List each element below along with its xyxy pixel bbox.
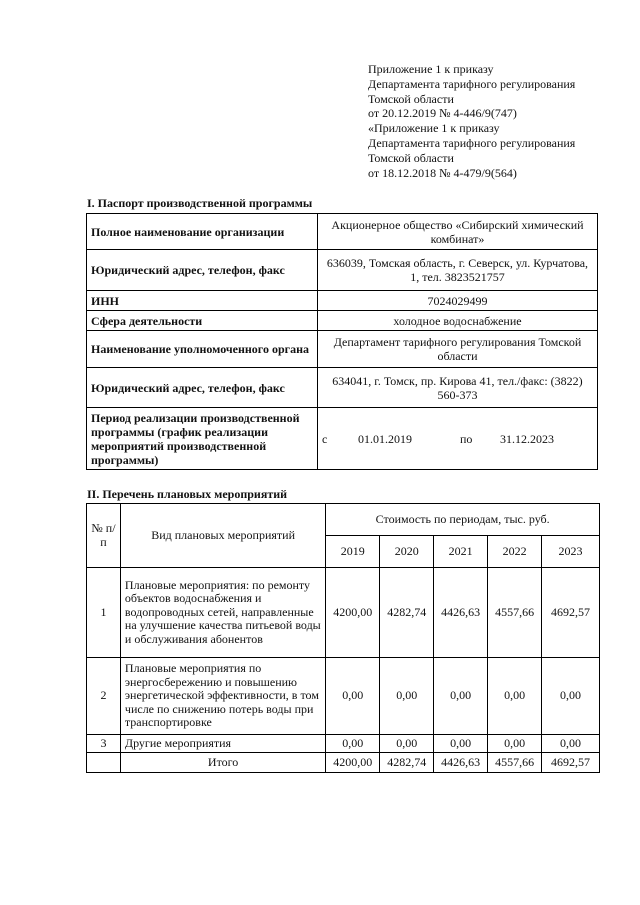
col-name-header: Вид плановых мероприятий (120, 504, 325, 568)
col-num-header: № п/п (87, 504, 121, 568)
total-row (87, 753, 600, 773)
period-to-label: по (460, 431, 473, 446)
passport-value: 636039, Томская область, г. Северск, ул. Курчатова, 1, тел. 3823521757 (318, 250, 598, 291)
row-value: 0,00 (542, 735, 600, 753)
passport-key: Юридический адрес, телефон, факс (87, 250, 318, 291)
passport-row (87, 214, 598, 250)
header-line: от 20.12.2019 № 4-446/9(747) (368, 106, 517, 121)
row-value: 0,00 (488, 658, 542, 735)
passport-value: холодное водоснабжение (318, 311, 598, 331)
row-value: 0,00 (380, 658, 434, 735)
table-row (87, 735, 600, 753)
passport-key: Период реализации производственной программы (график реализации мероприятий производственной программы) (87, 408, 318, 470)
passport-row-period (87, 408, 598, 470)
table-row (87, 568, 600, 658)
passport-value: 7024029499 (318, 291, 598, 311)
header-line: Томской области (368, 150, 454, 165)
header-line: Томской области (368, 91, 454, 106)
year-header: 2020 (380, 536, 434, 568)
row-value: 4557,66 (488, 568, 542, 658)
total-value: 4557,66 (488, 753, 542, 773)
row-value: 0,00 (326, 658, 380, 735)
period-to: 31.12.2023 (500, 431, 554, 446)
document-header (368, 62, 575, 180)
year-header: 2019 (326, 536, 380, 568)
row-value: 0,00 (434, 735, 488, 753)
period-value (318, 408, 598, 470)
measures-table (86, 503, 600, 773)
passport-value: 634041, г. Томск, пр. Кирова 41, тел./факс: (3822) 560-373 (318, 368, 598, 408)
passport-key: Сфера деятельности (87, 311, 318, 331)
passport-key: ИНН (87, 291, 318, 311)
passport-row (87, 331, 598, 368)
row-num: 3 (87, 735, 121, 753)
section1-title: I. Паспорт производственной программы (87, 196, 313, 210)
row-value: 0,00 (380, 735, 434, 753)
row-value: 0,00 (488, 735, 542, 753)
row-value: 0,00 (434, 658, 488, 735)
total-value: 4426,63 (434, 753, 488, 773)
passport-row (87, 368, 598, 408)
year-header: 2021 (434, 536, 488, 568)
period-from-label: с (322, 431, 328, 446)
table-header-row (87, 504, 600, 536)
section2-title: II. Перечень плановых мероприятий (87, 487, 288, 501)
passport-key: Юридический адрес, телефон, факс (87, 368, 318, 408)
passport-row (87, 311, 598, 331)
row-name: Плановые мероприятия: по ремонту объектов водоснабжения и водопроводных сетей, направленные на улучшение качества питьевой воды и обслуживания абонентов (120, 568, 325, 658)
row-value: 4692,57 (542, 568, 600, 658)
year-header: 2022 (488, 536, 542, 568)
total-empty-cell (87, 753, 121, 773)
passport-table (86, 213, 598, 470)
passport-value: Акционерное общество «Сибирский химический комбинат» (318, 214, 598, 250)
row-value: 0,00 (542, 658, 600, 735)
passport-key: Полное наименование организации (87, 214, 318, 250)
row-name: Плановые мероприятия по энергосбережению и повышению энергетической эффективности, в том числе по снижению потерь воды при транспортировке (120, 658, 325, 735)
period-from: 01.01.2019 (358, 431, 412, 446)
passport-key: Наименование уполномоченного органа (87, 331, 318, 368)
header-line: от 18.12.2018 № 4-479/9(564) (368, 165, 517, 180)
total-label: Итого (120, 753, 325, 773)
table-row (87, 658, 600, 735)
row-num: 2 (87, 658, 121, 735)
total-value: 4200,00 (326, 753, 380, 773)
row-value: 4282,74 (380, 568, 434, 658)
total-value: 4692,57 (542, 753, 600, 773)
row-name: Другие мероприятия (120, 735, 325, 753)
row-value: 0,00 (326, 735, 380, 753)
row-num: 1 (87, 568, 121, 658)
header-line: Департамента тарифного регулирования (368, 135, 576, 150)
total-value: 4282,74 (380, 753, 434, 773)
year-header: 2023 (542, 536, 600, 568)
passport-value: Департамент тарифного регулирования Томской области (318, 331, 598, 368)
header-line: «Приложение 1 к приказу (368, 121, 500, 136)
header-line: Приложение 1 к приказу (368, 62, 494, 76)
passport-row (87, 291, 598, 311)
row-value: 4426,63 (434, 568, 488, 658)
header-line: Департамента тарифного регулирования (368, 76, 576, 91)
col-cost-header: Стоимость по периодам, тыс. руб. (326, 504, 600, 536)
passport-row (87, 250, 598, 291)
row-value: 4200,00 (326, 568, 380, 658)
